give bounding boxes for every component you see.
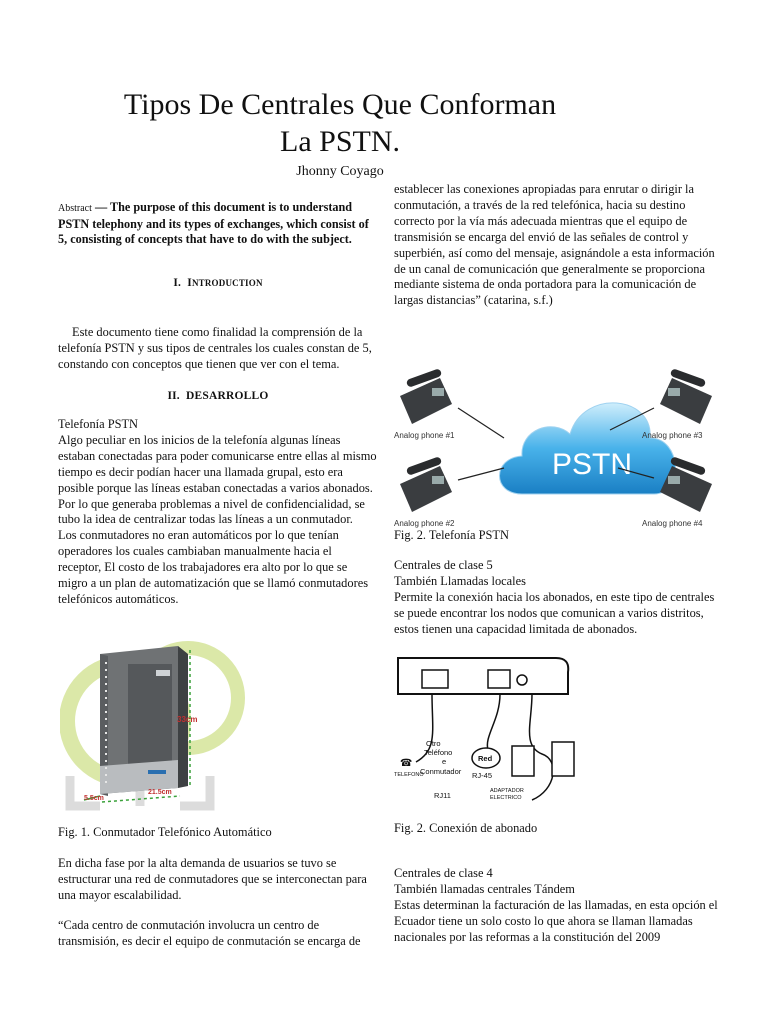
abstract (58, 200, 378, 248)
quote-continuation: establecer las conexiones apropiadas para enrutar o dirigir la conmutación, a través de la red telefónica, hacia su destino correcto por la vía más adecuada mientras que el equipo de transmisión se encarga del envió de las señales de control y superbién, así como del mensaje, asignándole a esta información de un canal de comunicación que generalmente se proporciona mediante sistema de onda portadora para la comunicación de largas distancias” (catarina, s.f.) (394, 182, 715, 308)
abstract-dash: — (91, 200, 110, 214)
label-red: Red (478, 754, 493, 763)
section-title-rest: NTRODUCTION (191, 278, 263, 288)
phone-icon (400, 456, 452, 512)
class4-subtitle: También llamadas centrales Tándem (394, 881, 575, 896)
class5-text: Permite la conexión hacia los abonados, en este tipo de centrales se puede encontrar los nodos que comunican a varios distritos, estos tienen una capacidad limitada de abonados. (394, 589, 715, 636)
section-numeral: I. (173, 277, 182, 289)
paper-title (70, 86, 610, 160)
phone-label: Analog phone #4 (642, 519, 703, 528)
dimension-depth: 5.5cm (84, 795, 104, 802)
label-telefono: Teléfono (424, 748, 453, 757)
desarrollo-body (58, 417, 378, 608)
title-line-1: Tipos De Centrales Que Conforman (123, 88, 557, 121)
label-rj11: RJ11 (434, 791, 451, 800)
label-electrico: ELECTRICO (490, 795, 522, 801)
introduction-paragraph: Este documento tiene como finalidad la comprensión de la telefonía PSTN y sus tipos de centrales los cuales constan de 5, constando con conceptos que tienen que ver con el tema. (58, 325, 372, 371)
class4-section (394, 866, 719, 946)
dimension-height: 33cm (177, 715, 198, 724)
label-telefono-caps: TELEFONO (394, 772, 424, 778)
section-title-first: I (187, 277, 192, 289)
dimension-width: 21.5cm (148, 789, 172, 796)
network-cable (487, 694, 500, 750)
body-paragraph: Los conmutadores no eran automáticos por lo que tenían operadores los cuales cambiaban manualmente hacia el receptor, El costo de los trabajadores era alto por lo que se migro a un plan de automatización que se llamó conmutadores telefónicos automáticos. (58, 528, 369, 606)
cloud-label: PSTN (552, 448, 633, 481)
author-name: Jhonny Coyago (296, 164, 384, 179)
quote-paragraph: “Cada centro de conmutación involucra un centro de transmisión, es decir el equipo de conmutación se encarga de (58, 918, 361, 948)
label-rj45: RJ-45 (472, 771, 493, 780)
title-line-2: La PSTN. (280, 125, 400, 158)
phone-label: Analog phone #3 (642, 431, 703, 440)
section-numeral: II. (167, 390, 180, 402)
label-conmutador: Conmutador (420, 767, 462, 776)
telephone-icon: ☎ (400, 758, 413, 769)
section-title: DESARROLLO (186, 390, 269, 402)
abstract-text: The purpose of this document is to understand PSTN telephony and its types of exchanges, which consist of 5, consisting of concepts that have to do with the subject. (58, 200, 369, 247)
figure-3-caption: Fig. 2. Conexión de abonado (394, 821, 538, 835)
class5-section (394, 558, 719, 638)
subsection-title: Telefonía PSTN (58, 417, 139, 431)
section-heading-desarrollo (58, 390, 378, 402)
ethernet-port (488, 670, 510, 688)
class5-title: Centrales de clase 5 (394, 558, 493, 572)
label-otro: Otro (426, 739, 441, 748)
figure-2-caption: Fig. 2. Telefonía PSTN (394, 528, 509, 542)
connection-arrow (458, 408, 504, 438)
class4-text: Estas determinan la facturación de las llamadas, en esta opción el Ecuador tiene un solo costo lo que ahora se llaman llamadas nacionales por las reformas a la constitución del 2009 (394, 897, 718, 944)
power-adapter (512, 746, 534, 776)
phone-port (422, 670, 448, 688)
abstract-label: Abstract (58, 203, 92, 214)
class4-title: Centrales de clase 4 (394, 866, 493, 880)
connection-arrow (458, 468, 504, 480)
wall-outlet (552, 742, 574, 776)
figure-pstn-diagram (392, 368, 720, 532)
phone-icon (400, 368, 452, 424)
label-e: e (442, 757, 447, 766)
figure-connection-diagram (392, 650, 582, 816)
class5-subtitle: También Llamadas locales (394, 573, 526, 588)
label-adaptador: ADAPTADOR (490, 788, 524, 794)
section-heading-introduction (58, 277, 378, 289)
figure-pbx-image (60, 636, 350, 816)
figure-1-caption: Fig. 1. Conmutador Telefónico Automático (58, 825, 272, 839)
phone-icon (660, 368, 712, 424)
phone-label: Analog phone #2 (394, 519, 455, 528)
body-paragraph: Algo peculiar en los inicios de la telefonía algunas líneas estaban conectadas para poder comunicarse entre ellas al mismo tiempo es decir podían hacer una llamada grupal, esto era posible porque las líneas estaban conectadas a varios abonados. Por lo que generaba problemas a nivel de confidencialidad, se tubo la idea de centralizar todas las líneas a un conmutador. (58, 432, 377, 527)
phone-label: Analog phone #1 (394, 431, 455, 440)
body-paragraph: En dicha fase por la alta demanda de usuarios se tuvo se estructurar una red de conmutadores que se interconectan para una mayor escalabilidad. (58, 856, 367, 902)
